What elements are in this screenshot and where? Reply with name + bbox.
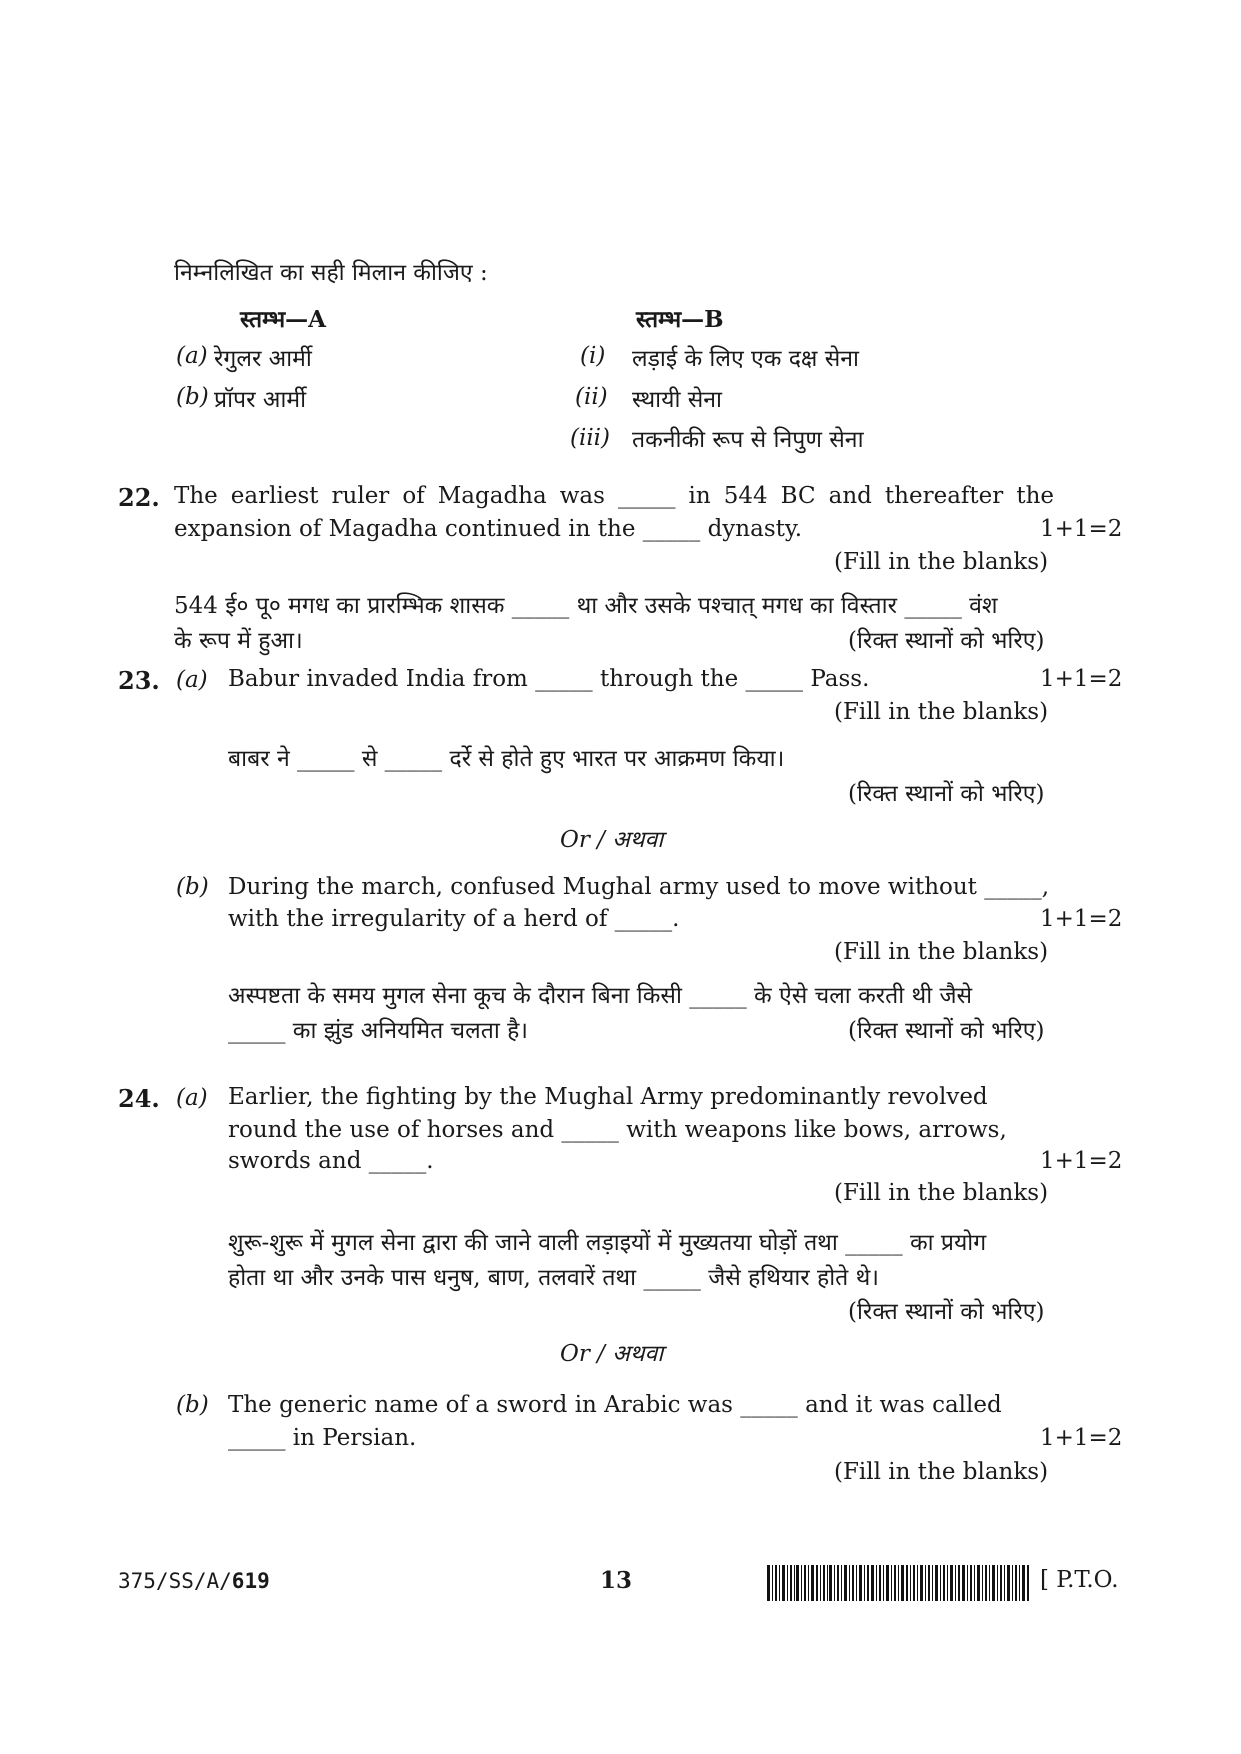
- marks: 1+1=2: [1040, 516, 1123, 542]
- sub-question-label: (b): [176, 1392, 209, 1418]
- match-instruction: निम्नलिखित का सही मिलान कीजिए :: [174, 260, 488, 286]
- column-a-item: रेगुलर आर्मी: [214, 346, 312, 372]
- question-24b-text-line2: _____ in Persian.: [228, 1425, 417, 1451]
- instruction-en: (Fill in the blanks): [834, 549, 1049, 575]
- instruction-hi: (रिक्त स्थानों को भरिए): [848, 1018, 1045, 1044]
- instruction-hi: (रिक्त स्थानों को भरिए): [848, 628, 1045, 654]
- question-24b-text-line1: The generic name of a sword in Arabic was _____ and it was called: [228, 1392, 1002, 1418]
- paper-code-number: 619: [231, 1569, 270, 1593]
- pto-marker: [ P.T.O.: [1040, 1567, 1119, 1593]
- or-separator: Or / अथवा: [560, 1341, 664, 1367]
- question-22-hindi-line1: 544 ई० पू० मगध का प्रारम्भिक शासक _____ था और उसके पश्चात् मगध का विस्तार _____ वंश: [174, 593, 998, 619]
- question-23a-hindi: बाबर ने _____ से _____ दर्रे से होते हुए भारत पर आक्रमण किया।: [228, 746, 785, 772]
- instruction-hi: (रिक्त स्थानों को भरिए): [848, 781, 1045, 807]
- column-b-item: स्थायी सेना: [632, 387, 723, 413]
- column-b-item-label: (ii): [575, 384, 608, 410]
- question-23b-hindi-line1: अस्पष्टता के समय मुगल सेना कूच के दौरान बिना किसी _____ के ऐसे चला करती थी जैसे: [228, 983, 973, 1009]
- question-23b-text-line2: with the irregularity of a herd of _____.: [228, 906, 680, 932]
- question-24a-text-line2: round the use of horses and _____ with weapons like bows, arrows,: [228, 1117, 1007, 1143]
- question-23b-hindi-line2: _____ का झुंड अनियमित चलता है।: [228, 1018, 529, 1044]
- instruction-en: (Fill in the blanks): [834, 1459, 1049, 1485]
- column-b-item: तकनीकी रूप से निपुण सेना: [632, 427, 864, 453]
- column-a-heading: स्तम्भ—A: [240, 306, 326, 333]
- instruction-en: (Fill in the blanks): [834, 699, 1049, 725]
- column-a-item-label: (b): [176, 384, 209, 410]
- paper-code: [118, 1569, 270, 1593]
- question-24a-text-line1: Earlier, the fighting by the Mughal Army predominantly revolved: [228, 1084, 988, 1110]
- column-b-item-label: (i): [580, 343, 606, 369]
- question-number: 24.: [118, 1084, 160, 1113]
- or-separator: Or / अथवा: [560, 827, 664, 853]
- column-b-heading: स्तम्भ—B: [636, 306, 724, 333]
- question-22-hindi-line2: के रूप में हुआ।: [174, 628, 303, 654]
- column-a-item-label: (a): [176, 343, 208, 369]
- question-number: 22.: [118, 483, 160, 512]
- question-24a-hindi-line1: शुरू-शुरू में मुगल सेना द्वारा की जाने वाली लड़ाइयों में मुख्यतया घोड़ों तथा _____ का प्रयोग: [228, 1230, 987, 1256]
- marks: 1+1=2: [1040, 666, 1123, 692]
- question-24a-text-line3: swords and _____.: [228, 1148, 434, 1174]
- question-23b-text-line1: During the march, confused Mughal army used to move without _____,: [228, 874, 1050, 900]
- marks: 1+1=2: [1040, 1148, 1123, 1174]
- question-22-text-line2: expansion of Magadha continued in the _____ dynasty.: [174, 516, 803, 542]
- page-number: 13: [600, 1567, 633, 1594]
- marks: 1+1=2: [1040, 906, 1123, 932]
- marks: 1+1=2: [1040, 1425, 1123, 1451]
- column-b-item: लड़ाई के लिए एक दक्ष सेना: [632, 346, 859, 372]
- sub-question-label: (a): [176, 667, 208, 693]
- instruction-en: (Fill in the blanks): [834, 1180, 1049, 1206]
- question-22-text-line1: The earliest ruler of Magadha was _____ in 544 BC and thereafter the: [174, 483, 1054, 509]
- sub-question-label: (a): [176, 1085, 208, 1111]
- instruction-hi: (रिक्त स्थानों को भरिए): [848, 1299, 1045, 1325]
- question-23a-text: Babur invaded India from _____ through the _____ Pass.: [228, 666, 870, 692]
- column-b-item-label: (iii): [570, 425, 611, 451]
- barcode-icon: [767, 1565, 1029, 1601]
- sub-question-label: (b): [176, 874, 209, 900]
- column-a-item: प्रॉपर आर्मी: [214, 387, 307, 413]
- instruction-en: (Fill in the blanks): [834, 939, 1049, 965]
- question-number: 23.: [118, 666, 160, 695]
- question-24a-hindi-line2: होता था और उनके पास धनुष, बाण, तलवारें तथा _____ जैसे हथियार होते थे।: [228, 1265, 880, 1291]
- paper-code-prefix: 375/SS/A/: [118, 1569, 232, 1593]
